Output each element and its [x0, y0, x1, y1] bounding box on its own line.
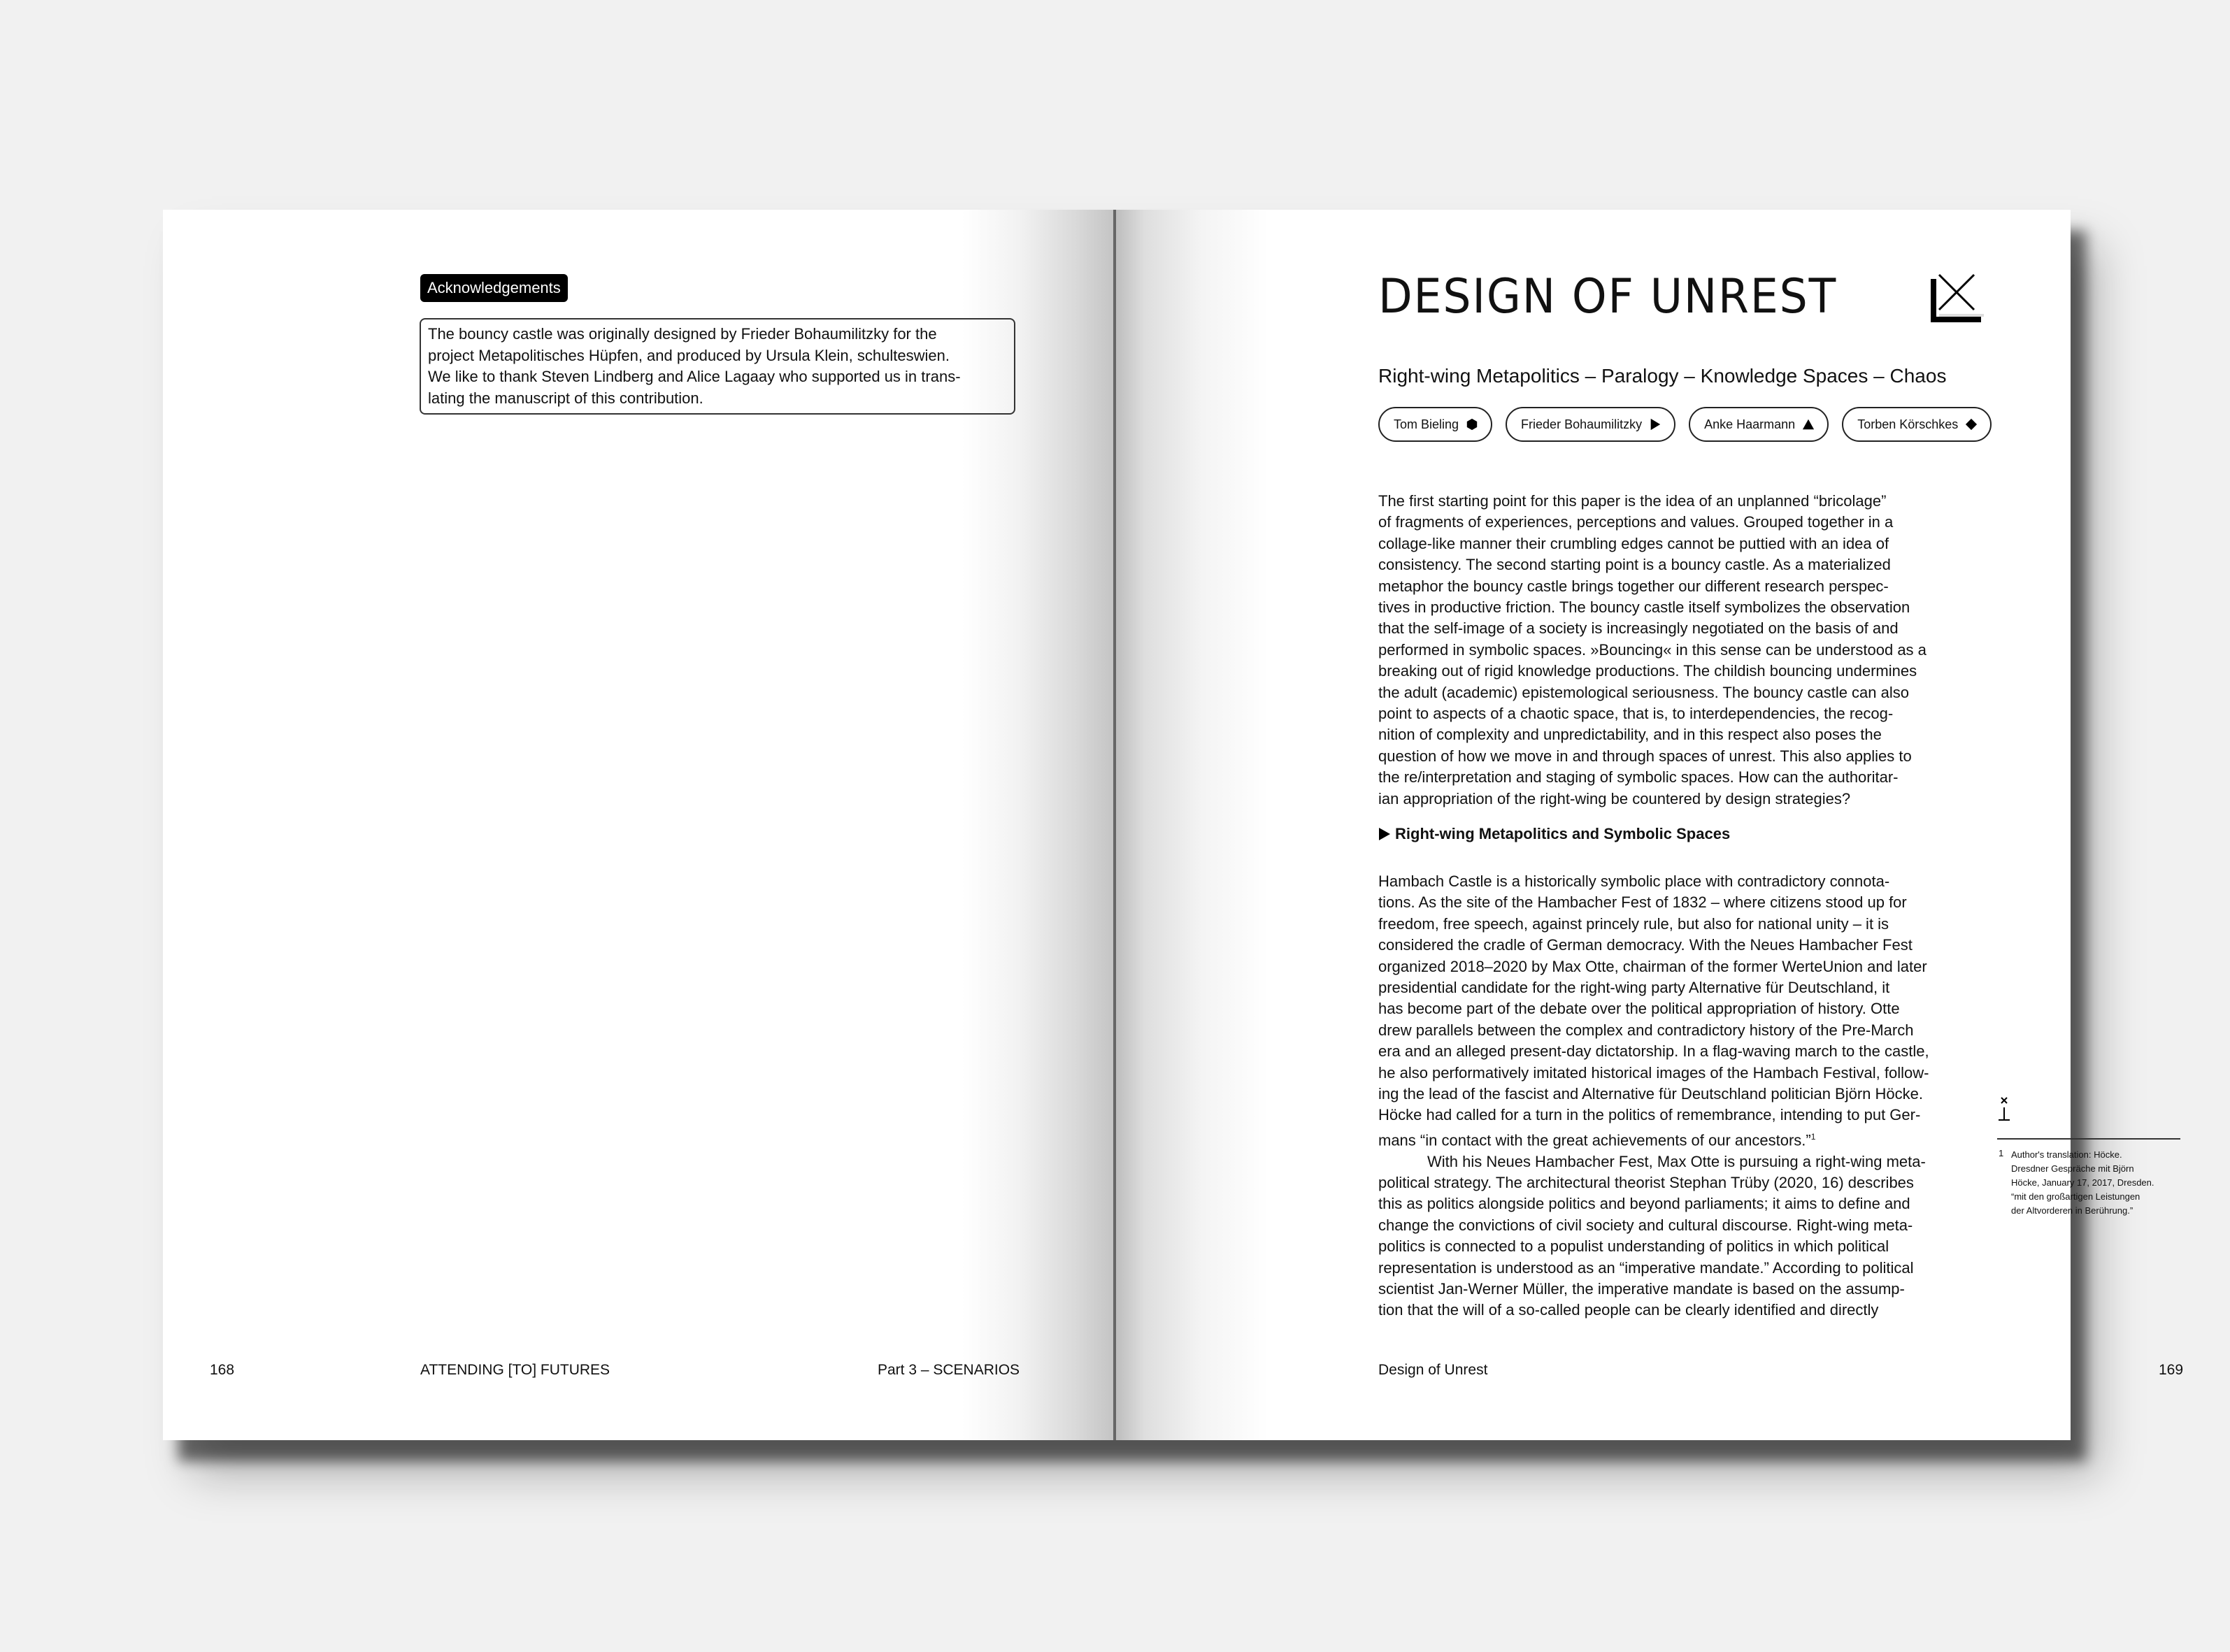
logo-icon	[1929, 269, 1985, 325]
text-line: point to aspects of a chaotic space, that is, to interdependencies, the recog-	[1378, 705, 1894, 723]
text-line: era and an alleged present-day dictatorship. In a flag-waving march to the castle,	[1378, 1042, 1929, 1061]
text-line: change the convictions of civil society and cultural discourse. Right-wing meta-	[1378, 1216, 1913, 1234]
section-heading	[1378, 825, 1730, 843]
text-line: metaphor the bouncy castle brings together our different research perspec-	[1378, 577, 1889, 595]
footnote-reference: 1	[1810, 1131, 1816, 1142]
intro-paragraph	[1378, 491, 1927, 810]
text-line: question of how we move in and through spaces of unrest. This also applies to	[1378, 747, 1912, 765]
text-line: nition of complexity and unpredictability, and in this respect also poses the	[1378, 726, 1882, 744]
text-line: consistency. The second starting point is a bouncy castle. As a materialized	[1378, 556, 1891, 574]
text-line: political strategy. The architectural theorist Stephan Trüby (2020, 16) describes	[1378, 1174, 1914, 1192]
hexagon-icon	[1466, 418, 1478, 431]
text-line: politics is connected to a populist understanding of politics in which political	[1378, 1237, 1889, 1256]
text-line: freedom, free speech, against princely rule, but also for national unity – it is	[1378, 914, 1889, 933]
left-running-head: ATTENDING [TO] FUTURES	[420, 1362, 610, 1378]
text-line: With his Neues Hambacher Fest, Max Otte is pursuing a right-wing meta-	[1427, 1152, 1926, 1170]
text-line: tives in productive friction. The bouncy castle itself symbolizes the observation	[1378, 598, 1910, 617]
ack-line: We like to thank Steven Lindberg and Alice Lagaay who supported us in trans-	[428, 368, 961, 385]
footnote-mark-icon	[1997, 1096, 2011, 1121]
footnote-line: “mit den großartigen Leistungen	[2011, 1191, 2140, 1202]
ack-line: lating the manuscript of this contribution.	[428, 389, 703, 407]
text-line: considered the cradle of German democracy. With the Neues Hambacher Fest	[1378, 936, 1913, 954]
right-page	[1116, 210, 2184, 1440]
author-name: Frieder Bohaumilitzky	[1521, 417, 1643, 431]
text-line: breaking out of rigid knowledge productions. The childish bouncing undermines	[1378, 662, 1917, 680]
right-running-head: Design of Unrest	[1378, 1362, 1488, 1378]
footnote-line: Höcke, January 17, 2017, Dresden.	[2011, 1177, 2154, 1188]
footnote-number: 1	[1999, 1148, 2004, 1158]
footnote-text	[2011, 1148, 2154, 1218]
author-name: Tom Bieling	[1394, 417, 1459, 431]
text-line: has become part of the debate over the political appropriation of history. Otte	[1378, 1000, 1900, 1018]
diamond-icon	[1965, 418, 1978, 431]
open-book	[163, 210, 2184, 1440]
footnote-line: der Altvorderen in Berührung.”	[2011, 1205, 2133, 1216]
text-line: ing the lead of the fascist and Alternative für Deutschland politician Björn Höcke.	[1378, 1085, 1924, 1103]
text-line: Höcke had called for a turn in the politics of remembrance, intending to put Ger-	[1378, 1106, 1921, 1124]
section-heading-text: Right-wing Metapolitics and Symbolic Spaces	[1395, 825, 1731, 842]
author-list	[1378, 407, 1992, 442]
text-line: tions. As the site of the Hambacher Fest of 1832 – where citizens stood up for	[1378, 893, 1907, 912]
author-pill	[1842, 407, 1992, 442]
left-page	[163, 210, 1114, 1440]
text-line	[1378, 1126, 1929, 1151]
text-line: drew parallels between the complex and contradictory history of the Pre-March	[1378, 1021, 1914, 1039]
left-page-number: 168	[210, 1362, 235, 1378]
text-line: that the self-image of a society is increasingly negotiated on the basis of and	[1378, 619, 1899, 638]
acknowledgements-label: Acknowledgements	[420, 274, 568, 302]
text-line: this as politics alongside politics and beyond parliaments; it aims to define and	[1378, 1195, 1910, 1213]
triangle-right-icon	[1378, 827, 1391, 841]
author-pill	[1689, 407, 1829, 442]
article-title: DESIGN OF UNREST	[1378, 269, 1838, 324]
text-line: the re/interpretation and staging of symbolic spaces. How can the authoritar-	[1378, 768, 1899, 787]
text-line: presidential candidate for the right-wing party Alternative für Deutschland, it	[1378, 979, 1890, 997]
author-name: Torben Körschkes	[1857, 417, 1959, 431]
text-line: scientist Jan-Werner Müller, the imperative mandate is based on the assump-	[1378, 1280, 1905, 1298]
right-page-number: 169	[2159, 1362, 2184, 1378]
left-section-head: Part 3 – SCENARIOS	[878, 1362, 1020, 1378]
author-pill	[1506, 407, 1675, 442]
footnote-line: Dresdner Gespräche mit Björn	[2011, 1163, 2134, 1174]
author-pill	[1378, 407, 1492, 442]
text-line: ian appropriation of the right-wing be countered by design strategies?	[1378, 789, 1851, 807]
text-line: representation is understood as an “imperative mandate.” According to political	[1378, 1258, 1914, 1277]
text-line: Hambach Castle is a historically symbolic place with contradictory connota-	[1378, 872, 1890, 890]
footnote-divider	[1997, 1138, 2180, 1140]
text-line: The first starting point for this paper is the idea of an unplanned “bricolage”	[1378, 492, 1887, 510]
text-line: the adult (academic) epistemological seriousness. The bouncy castle can also	[1378, 683, 1909, 701]
article-subtitle: Right-wing Metapolitics – Paralogy – Knowledge Spaces – Chaos	[1378, 365, 1947, 387]
acknowledgements-box	[420, 318, 1015, 415]
ack-line: The bouncy castle was originally designed by Frieder Bohaumilitzky for the	[428, 325, 937, 343]
text-line: he also performatively imitated historical images of the Hambach Festival, follow-	[1378, 1063, 1929, 1082]
ack-line: project Metapolitisches Hüpfen, and produced by Ursula Klein, schulteswien.	[428, 346, 950, 364]
author-name: Anke Haarmann	[1704, 417, 1796, 431]
body-paragraph	[1378, 871, 1929, 1321]
text-line-content: mans “in contact with the great achievements of our ancestors.”	[1378, 1131, 1811, 1149]
text-line: performed in symbolic spaces. »Bouncing« in this sense can be understood as a	[1378, 640, 1927, 659]
text-line: collage-like manner their crumbling edges cannot be puttied with an idea of	[1378, 534, 1889, 552]
triangle-right-icon	[1649, 418, 1661, 431]
text-line: tion that the will of a so-called people can be clearly identified and directly	[1378, 1301, 1879, 1319]
text-line: of fragments of experiences, perceptions and values. Grouped together in a	[1378, 513, 1894, 531]
triangle-up-icon	[1802, 418, 1815, 431]
footnote-line: Author's translation: Höcke.	[2011, 1149, 2122, 1160]
text-line: organized 2018–2020 by Max Otte, chairman of the former WerteUnion and later	[1378, 957, 1927, 975]
